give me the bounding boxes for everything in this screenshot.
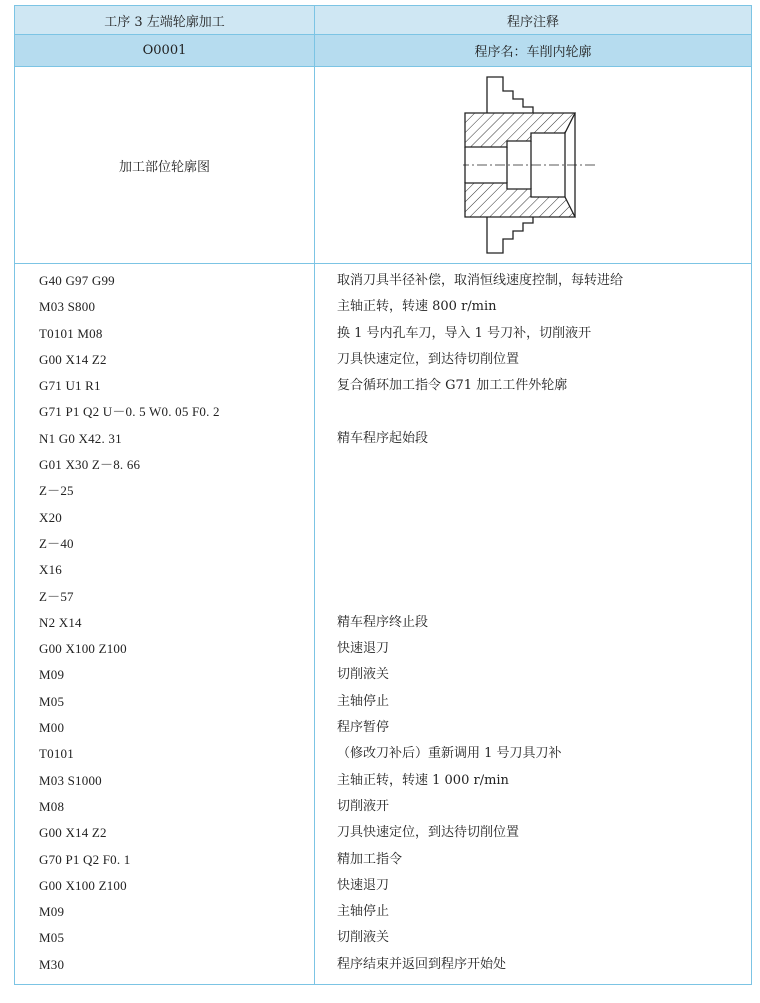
note-line: 主轴停止 xyxy=(337,693,390,709)
program-table xyxy=(14,5,752,985)
code-lines xyxy=(15,264,314,984)
code-line: X16 xyxy=(39,562,62,578)
figure-cell xyxy=(315,67,752,264)
note-line xyxy=(315,557,751,583)
program-number: O0001 xyxy=(15,35,315,67)
code-line: M08 xyxy=(39,798,65,814)
code-line: G00 X100 Z100 xyxy=(39,877,127,893)
note-line: 程序暂停 xyxy=(337,720,390,736)
note-line: 主轴停止 xyxy=(337,904,390,920)
process-title: 工序 3 左端轮廓加工 xyxy=(15,6,315,35)
program-body-row xyxy=(15,264,752,985)
code-line: G00 X100 Z100 xyxy=(39,641,127,657)
note-line: 切削液关 xyxy=(337,667,390,683)
note-line: （修改刀补后）重新调用 1 号刀具刀补 xyxy=(337,746,562,762)
note-line: 切削液开 xyxy=(337,798,390,814)
code-column xyxy=(15,264,315,985)
note-line xyxy=(315,505,751,531)
note-line: 精车程序终止段 xyxy=(337,614,429,630)
note-line: 快速退刀 xyxy=(337,877,390,893)
subheader-row xyxy=(15,35,752,67)
code-line: M05 xyxy=(39,930,65,946)
note-line xyxy=(315,399,751,425)
note-line: 精车程序起始段 xyxy=(337,430,429,446)
program-table-wrapper xyxy=(14,5,751,985)
code-line: G70 P1 Q2 F0. 1 xyxy=(39,851,131,867)
note-line: 快速退刀 xyxy=(337,641,390,657)
code-line: M03 S1000 xyxy=(39,772,102,788)
note-line: 刀具快速定位，到达待切削位置 xyxy=(337,825,520,841)
note-line: 刀具快速定位，到达待切削位置 xyxy=(337,351,520,367)
note-line xyxy=(315,452,751,478)
note-line: 主轴正转，转速 1 000 r/min xyxy=(337,772,509,788)
note-lines xyxy=(315,264,751,984)
code-line: N1 G0 X42. 31 xyxy=(39,430,122,446)
code-line: M00 xyxy=(39,720,65,736)
code-line: G71 P1 Q2 U－0. 5 W0. 05 F0. 2 xyxy=(39,404,220,420)
code-line: T0101 xyxy=(39,746,74,762)
code-line: Z－40 xyxy=(39,535,74,551)
code-line: G01 X30 Z－8. 66 xyxy=(39,457,141,473)
header-row xyxy=(15,6,752,35)
code-line: M30 xyxy=(39,956,65,972)
part-profile-drawing-icon xyxy=(463,75,603,255)
code-line: M09 xyxy=(39,667,65,683)
code-line: N2 X14 xyxy=(39,614,82,630)
code-line: X20 xyxy=(39,509,62,525)
code-line: M09 xyxy=(39,904,65,920)
notes-column xyxy=(315,264,752,985)
figure-label: 加工部位轮廓图 xyxy=(15,67,315,264)
notes-title: 程序注释 xyxy=(315,6,752,35)
code-line: M03 S800 xyxy=(39,299,96,315)
note-line: 精加工指令 xyxy=(337,851,403,867)
note-line: 程序结束并返回到程序开始处 xyxy=(337,956,507,972)
note-line: 取消刀具半径补偿，取消恒线速度控制，每转进给 xyxy=(337,273,624,288)
code-line: Z－25 xyxy=(39,483,74,499)
note-line xyxy=(315,584,751,610)
program-name: 程序名：车削内轮廓 xyxy=(315,35,752,67)
code-line: G40 G97 G99 xyxy=(39,273,115,288)
code-line: Z－57 xyxy=(39,588,74,604)
figure-row xyxy=(15,67,752,264)
code-line: T0101 M08 xyxy=(39,325,103,341)
note-line: 切削液关 xyxy=(337,930,390,946)
code-line: G00 X14 Z2 xyxy=(39,351,107,367)
note-line xyxy=(315,478,751,504)
note-line: 主轴正转，转速 800 r/min xyxy=(337,299,497,315)
code-line: G00 X14 Z2 xyxy=(39,825,107,841)
code-line: G71 U1 R1 xyxy=(39,378,101,394)
note-line: 复合循环加工指令 G71 加工工件外轮廓 xyxy=(337,378,568,394)
code-line: M05 xyxy=(39,693,65,709)
note-line xyxy=(315,531,751,557)
note-line: 换 1 号内孔车刀，导入 1 号刀补，切削液开 xyxy=(337,325,592,341)
